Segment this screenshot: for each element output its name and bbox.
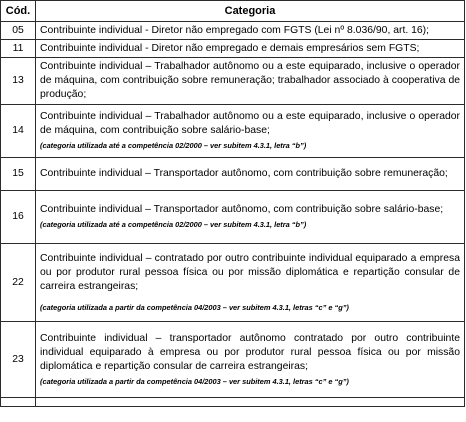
row-description	[36, 105, 465, 158]
row-note: (categoria utilizada até a competência 02/2000 – ver subitem 4.3.1, letra “b”)	[40, 141, 307, 150]
table-row	[1, 58, 465, 105]
table-row	[1, 244, 465, 322]
note-spacer	[40, 294, 460, 300]
row-code: 16	[1, 191, 36, 244]
table-row	[1, 322, 465, 398]
header-category: Categoria	[36, 1, 465, 22]
row-description	[36, 22, 465, 40]
row-text: Contribuinte individual – Transportador autônomo, com contribuição sobre remuneração;	[40, 168, 448, 179]
row-text: Contribuinte individual - Diretor não empregado com FGTS (Lei nº 8.036/90, art. 16);	[40, 24, 430, 36]
header-row	[1, 1, 465, 22]
row-description-empty	[36, 398, 465, 407]
row-code: 05	[1, 22, 36, 40]
row-description	[36, 322, 465, 398]
row-code: 14	[1, 105, 36, 158]
row-text: Contribuinte individual – Transportador autônomo, com contribuição sobre salário-base;	[40, 204, 444, 215]
row-note: (categoria utilizada a partir da competência 04/2003 – ver subitem 4.3.1, letras “c” e “g”)	[40, 376, 349, 386]
row-text: Contribuinte individual – contratado por outro contribuinte individual equiparado a empresa ou por produtor rural pessoa física ou por missão diplomática e repartição consular de carreira estrangeiras;	[40, 252, 460, 292]
row-text: Contribuinte individual – Trabalhador autônomo ou a este equiparado, inclusive o operador de máquina, com contribuição sobre remuneração; trabalhador associado à cooperativa de produção;	[40, 61, 460, 100]
header-code: Cód.	[1, 1, 36, 22]
table-row	[1, 40, 465, 58]
row-code: 15	[1, 158, 36, 191]
table-row	[1, 191, 465, 244]
row-note: (categoria utilizada até a competência 02/2000 – ver subitem 4.3.1, letra “b”)	[40, 220, 307, 229]
row-text: Contribuinte individual - Diretor não empregado e demais empresários sem FGTS;	[40, 42, 420, 54]
row-note: (categoria utilizada a partir da competência 04/2003 – ver subitem 4.3.1, letras “c” e “g”)	[40, 302, 349, 312]
row-code-empty	[1, 398, 36, 407]
table-row	[1, 22, 465, 40]
row-code: 22	[1, 244, 36, 322]
row-description	[36, 58, 465, 105]
table-row	[1, 105, 465, 158]
row-description	[36, 40, 465, 58]
row-text: Contribuinte individual – transportador autônomo contratado por outro contribuinte individual equiparado à empresa ou por produtor rural pessoa física ou por missão diplomática e repartição consular de carreira estrangeiras;	[40, 332, 460, 372]
row-text: Contribuinte individual – Trabalhador autônomo ou a este equiparado, inclusive o operador de máquina, com contribuição sobre salário-base;	[40, 111, 460, 136]
row-code: 11	[1, 40, 36, 58]
row-code: 13	[1, 58, 36, 105]
table-row	[1, 158, 465, 191]
row-description	[36, 244, 465, 322]
row-description	[36, 158, 465, 191]
row-description	[36, 191, 465, 244]
table-row-partial	[1, 398, 465, 407]
row-code: 23	[1, 322, 36, 398]
